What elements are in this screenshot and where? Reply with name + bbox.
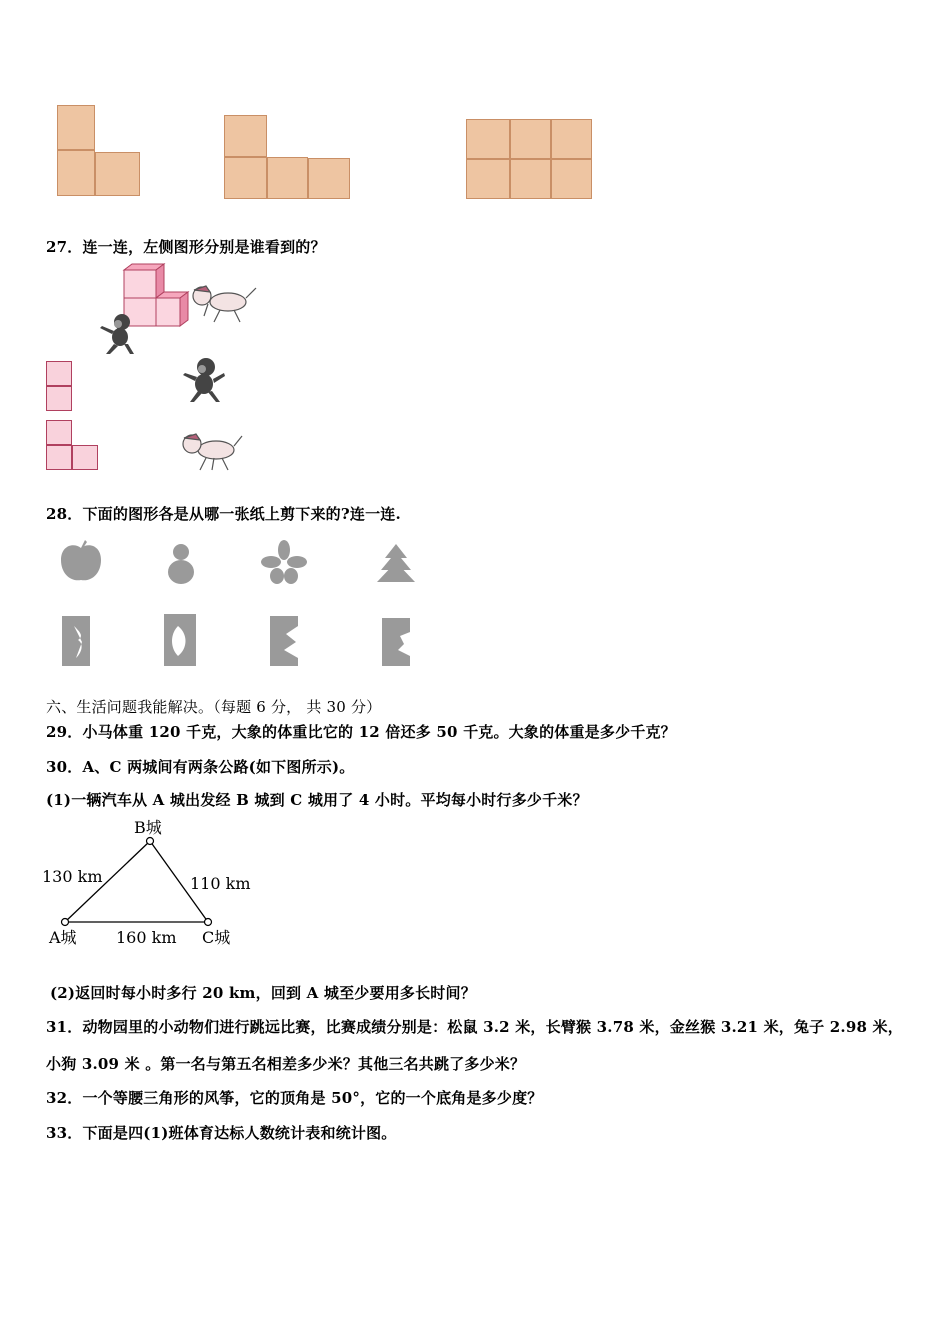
block: [466, 119, 510, 159]
monkey-icon: [100, 314, 134, 354]
paper-4: [382, 618, 410, 666]
vertex-b: [147, 838, 154, 845]
section-6-heading: 六、生活问题我能解决。（每题 6 分， 共 30 分）: [46, 698, 382, 716]
square: [46, 420, 72, 445]
question-30: 30．A、C 两城间有两条公路(如下图所示)。: [46, 758, 355, 776]
cube-stack: [124, 264, 188, 326]
label-bc-distance: 110 km: [190, 874, 251, 893]
block: [267, 157, 308, 199]
block: [551, 159, 592, 199]
question-27: 27．连一连，左侧图形分别是谁看到的？: [46, 238, 326, 256]
paper-3: [270, 616, 298, 666]
cut-shapes-row: [55, 540, 425, 588]
paper-1: [62, 616, 90, 666]
apple-icon: [61, 540, 101, 580]
label-city-b: B城: [134, 818, 162, 837]
question-30-part-2: (2)返回时每小时多行 20 km，回到 A 城至少要用多长时间？: [50, 984, 476, 1002]
flower-icon: [261, 540, 307, 584]
square: [46, 445, 72, 470]
triangle-diagram: [40, 815, 260, 950]
question-30-part-1: (1)一辆汽车从 A 城出发经 B 城到 C 城用了 4 小时。平均每小时行多少千米？: [46, 791, 588, 809]
dog-icon: [180, 428, 244, 472]
block: [95, 152, 140, 196]
question-32: 32．一个等腰三角形的风筝，它的顶角是 50°，它的一个底角是多少度？: [46, 1089, 543, 1107]
question-33: 33．下面是四(1)班体育达标人数统计表和统计图。: [46, 1124, 397, 1142]
gourd-icon: [168, 544, 194, 584]
label-ab-distance: 130 km: [42, 867, 103, 886]
vertex-c: [205, 919, 212, 926]
label-ac-distance: 160 km: [116, 928, 177, 947]
monkey-icon: [180, 355, 230, 405]
question-28: 28．下面的图形各是从哪一张纸上剪下来的?连一连.: [46, 505, 401, 523]
vertex-a: [62, 919, 69, 926]
block: [57, 150, 95, 196]
tree-icon: [377, 544, 415, 582]
block: [224, 157, 267, 199]
block: [510, 159, 551, 199]
block: [308, 158, 350, 199]
block: [224, 115, 267, 157]
block: [510, 119, 551, 159]
dog-icon: [193, 286, 256, 322]
question-31-line-2: 小狗 3.09 米 。第一名与第五名相差多少米？其他三名共跳了多少米？: [46, 1055, 526, 1073]
label-city-c: C城: [202, 928, 231, 947]
square: [46, 386, 72, 411]
block: [57, 105, 95, 150]
square: [46, 361, 72, 386]
question-29: 29．小马体重 120 千克，大象的体重比它的 12 倍还多 50 千克。大象的体重是多少千克？: [46, 723, 676, 741]
paper-2: [164, 614, 196, 666]
label-city-a: A城: [49, 928, 77, 947]
cube-stack-with-viewers: [90, 262, 260, 358]
paper-sheets-row: [60, 612, 420, 670]
block: [466, 159, 510, 199]
square: [72, 445, 98, 470]
question-31-line-1: 31．动物园里的小动物们进行跳远比赛，比赛成绩分别是：松鼠 3.2 米，长臂猴 3.78 米，金丝猴 3.21 米，兔子 2.98 米，: [46, 1018, 903, 1036]
block: [551, 119, 592, 159]
